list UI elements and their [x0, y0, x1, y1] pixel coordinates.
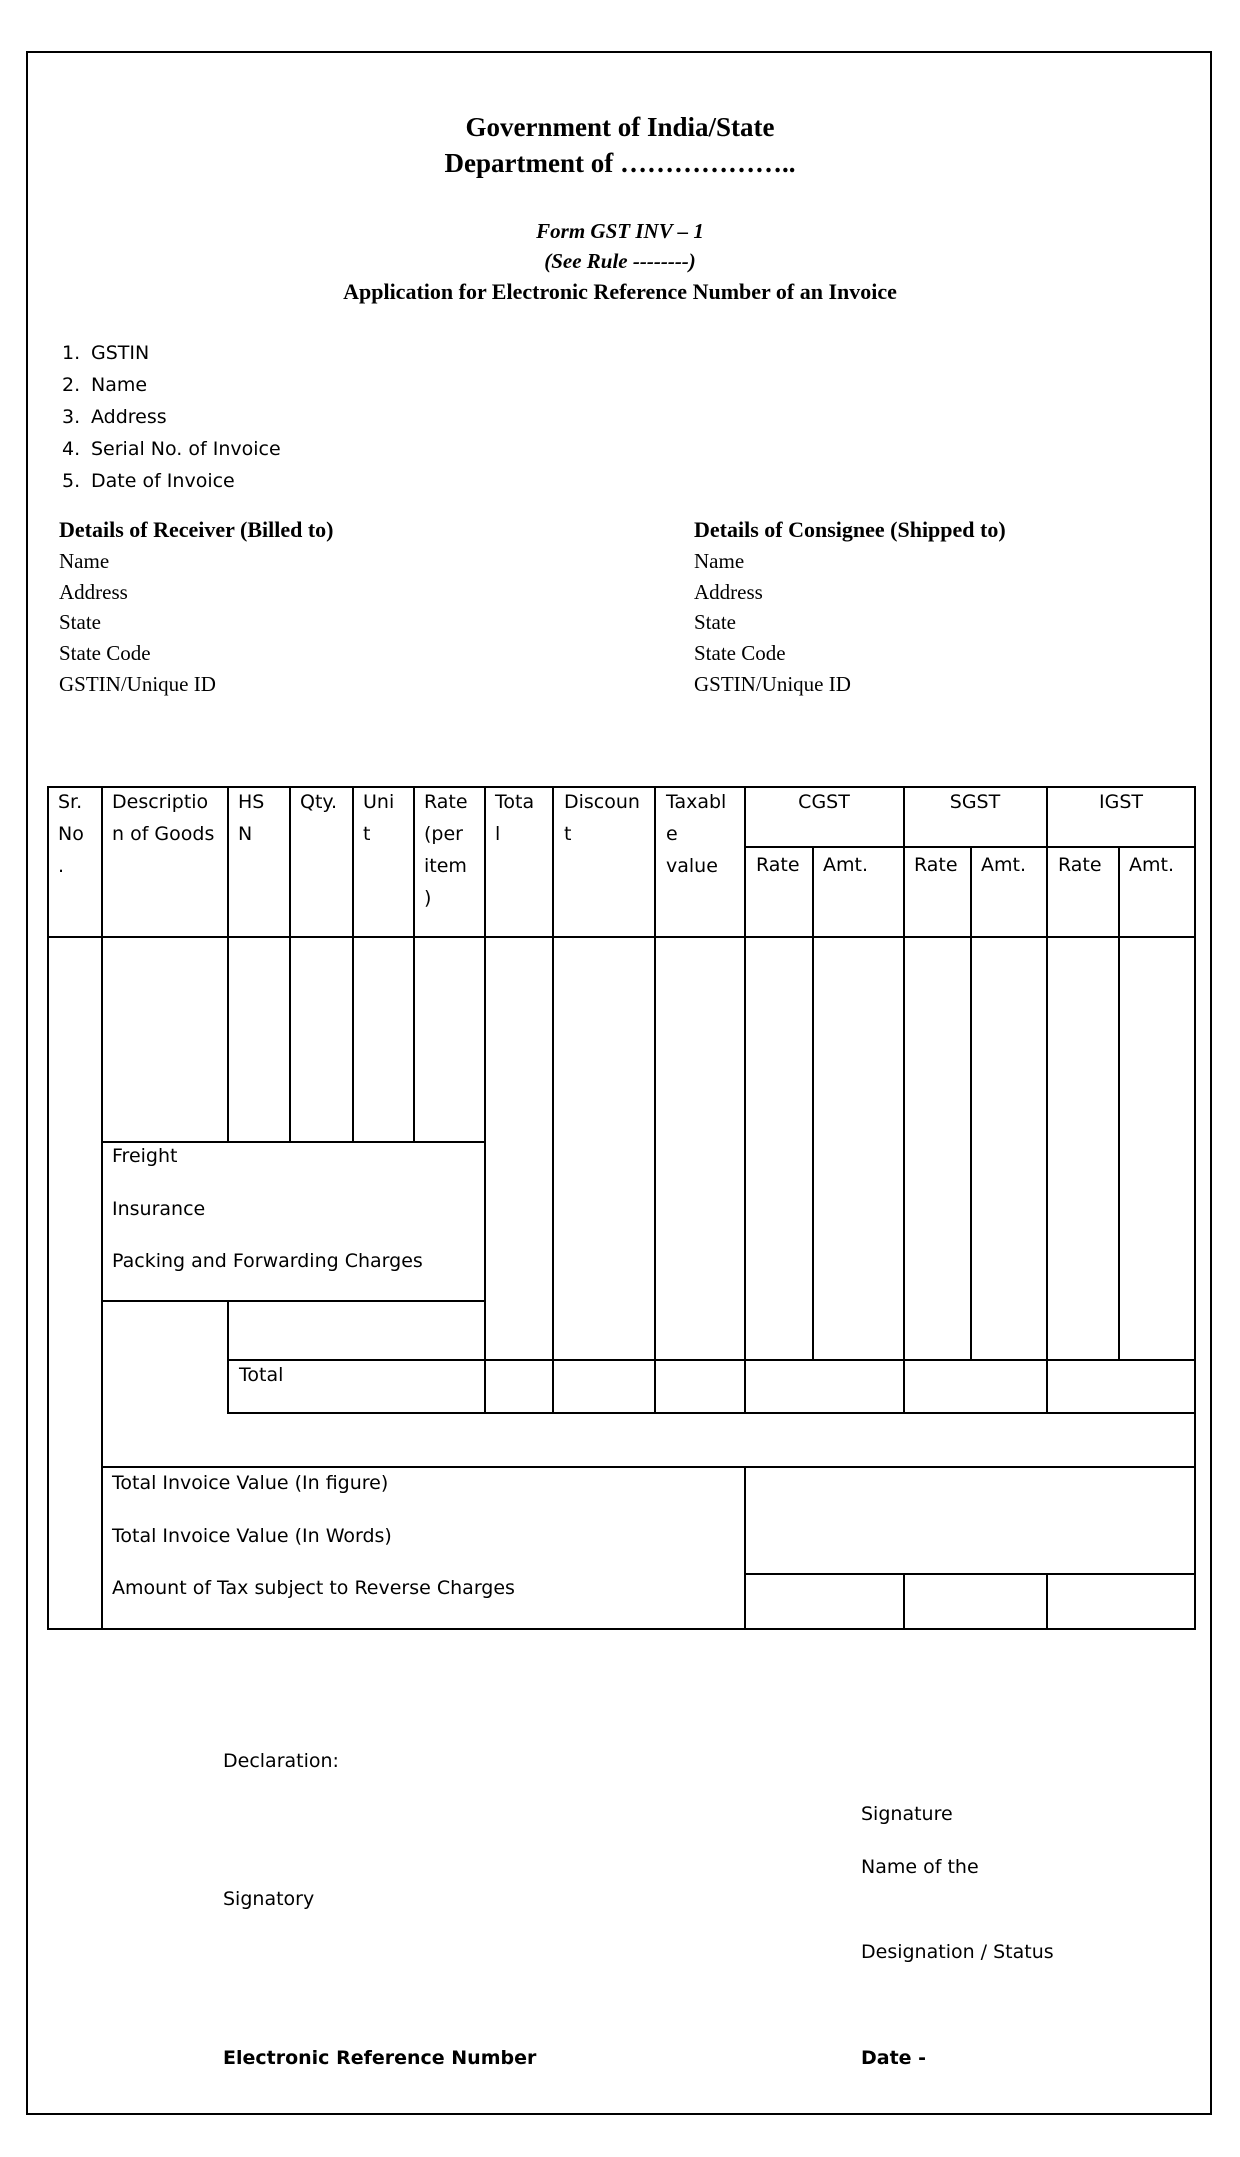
col-divider: [552, 786, 554, 1414]
header-divider: [47, 936, 1196, 938]
date-label: Date -: [861, 2047, 927, 2069]
total-row-top: [227, 1359, 1196, 1361]
col-divider: [289, 786, 291, 1142]
reverse-charge-top: [744, 1573, 1196, 1575]
electronic-reference-number-label: Electronic Reference Number: [223, 2047, 537, 2069]
col-divider: [484, 786, 486, 1414]
field-number: 3.: [62, 406, 81, 428]
form-border: [26, 51, 1212, 2115]
col-divider: [101, 786, 103, 1630]
col-header-qty: Qty.: [300, 791, 337, 813]
col-header-description: Descriptio n of Goods: [112, 791, 215, 845]
field-number: 1.: [62, 342, 81, 364]
charge-insurance: Insurance: [112, 1198, 206, 1220]
col-divider: [970, 846, 972, 1360]
consignee-state: State: [694, 610, 736, 634]
field-gstin: GSTIN: [91, 342, 150, 364]
total-label: Total: [239, 1364, 284, 1386]
col-divider: [903, 1573, 905, 1630]
sgst-amt-header: Amt.: [981, 854, 1026, 876]
department-title: Department of ………………..: [444, 148, 796, 178]
field-invoice-date: Date of Invoice: [91, 470, 235, 492]
col-header-taxable-value: Taxabl e value: [666, 791, 727, 877]
consignee-heading: Details of Consignee (Shipped to): [694, 517, 1006, 542]
sgst-rate-header: Rate: [914, 854, 958, 876]
receiver-address: Address: [59, 580, 128, 604]
col-divider: [1046, 786, 1048, 1414]
col-header-cgst: CGST: [798, 791, 850, 813]
total-invoice-value-words: Total Invoice Value (In Words): [112, 1525, 392, 1547]
receiver-gstin: GSTIN/Unique ID: [59, 672, 216, 696]
col-divider: [413, 786, 415, 1142]
consignee-state-code: State Code: [694, 641, 786, 665]
table-border-left: [47, 786, 49, 1630]
field-name: Name: [91, 374, 148, 396]
total-invoice-value-figure: Total Invoice Value (In figure): [112, 1472, 389, 1494]
consignee-gstin: GSTIN/Unique ID: [694, 672, 851, 696]
table-border-right: [1194, 786, 1196, 1630]
application-title: Application for Electronic Reference Number of an Invoice: [343, 279, 897, 304]
signature-label: Signature: [861, 1803, 953, 1825]
col-divider: [352, 786, 354, 1142]
name-of-the-label: Name of the: [861, 1856, 979, 1878]
field-number: 5.: [62, 470, 81, 492]
receiver-heading: Details of Receiver (Billed to): [59, 517, 334, 542]
col-divider: [744, 1466, 746, 1630]
consignee-name: Name: [694, 549, 745, 573]
govt-title: Government of India/State: [465, 112, 775, 142]
charges-bottom: [101, 1300, 486, 1302]
igst-rate-header: Rate: [1058, 854, 1102, 876]
col-divider: [1046, 1573, 1048, 1630]
form-name: Form GST INV – 1: [536, 219, 704, 243]
col-header-unit: Uni t: [363, 791, 395, 845]
col-header-rate: Rate (per item ): [424, 791, 468, 909]
consignee-address: Address: [694, 580, 763, 604]
charge-freight: Freight: [112, 1145, 178, 1167]
cgst-amt-header: Amt.: [823, 854, 868, 876]
field-address: Address: [91, 406, 167, 428]
col-header-total: Tota l: [495, 791, 535, 845]
col-divider: [1118, 846, 1120, 1360]
col-header-sr-no: Sr. No .: [58, 791, 84, 877]
col-divider: [812, 846, 814, 1360]
col-header-hsn: HS N: [238, 791, 265, 845]
col-divider: [227, 786, 229, 1142]
col-divider: [227, 1300, 229, 1414]
field-number: 2.: [62, 374, 81, 396]
receiver-name: Name: [59, 549, 110, 573]
col-header-sgst: SGST: [949, 791, 1001, 813]
field-invoice-serial: Serial No. of Invoice: [91, 438, 281, 460]
igst-amt-header: Amt.: [1129, 854, 1174, 876]
receiver-state-code: State Code: [59, 641, 151, 665]
receiver-state: State: [59, 610, 101, 634]
declaration-label: Declaration:: [223, 1750, 339, 1772]
signatory-label: Signatory: [223, 1888, 315, 1910]
reverse-charge-tax-amount: Amount of Tax subject to Reverse Charges: [112, 1577, 515, 1599]
table-border-bottom: [47, 1628, 1196, 1630]
rule-ref: (See Rule --------): [544, 249, 696, 273]
total-row-bottom: [227, 1412, 1196, 1414]
cgst-rate-header: Rate: [756, 854, 800, 876]
col-divider: [903, 786, 905, 1414]
col-header-discount: Discoun t: [564, 791, 640, 845]
col-header-igst: IGST: [1099, 791, 1143, 813]
col-divider: [744, 786, 746, 1414]
designation-status-label: Designation / Status: [861, 1941, 1054, 1963]
col-divider: [654, 786, 656, 1414]
charge-packing-forwarding: Packing and Forwarding Charges: [112, 1250, 423, 1272]
field-number: 4.: [62, 438, 81, 460]
